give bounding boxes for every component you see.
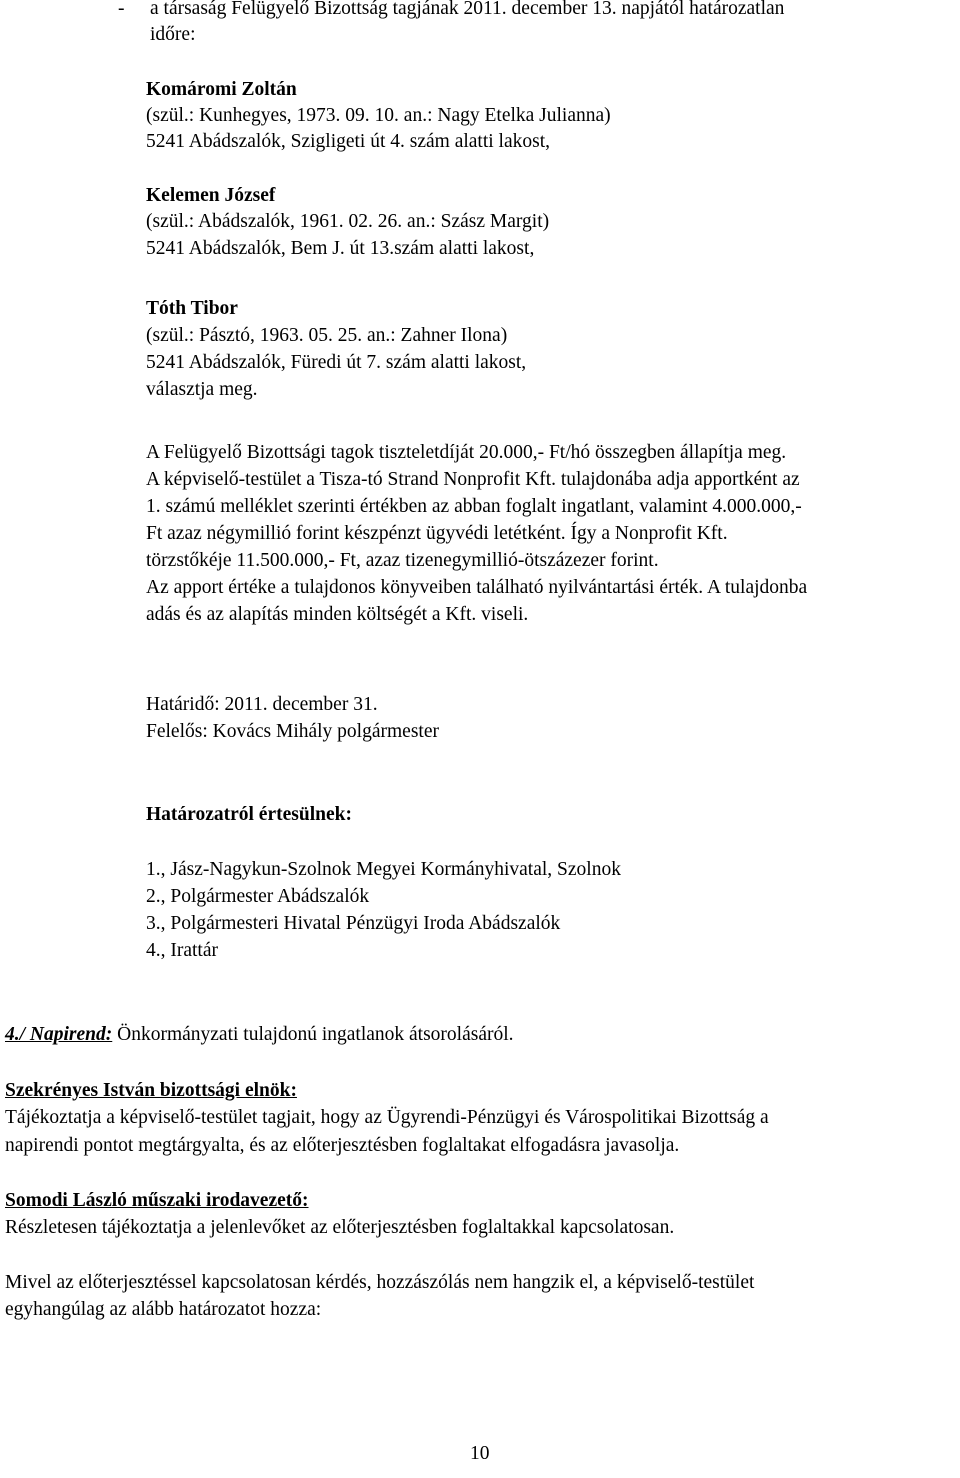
list-item: 2., Polgármester Abádszalók xyxy=(146,886,370,907)
closing-line-2: egyhangúlag az alább határozatot hozza: xyxy=(5,1299,322,1320)
fee-line-2: A képviselő-testület a Tisza-tó Strand Nonprofit Kft. tulajdonába adja apportként az xyxy=(146,469,800,490)
speaker-name: Szekrényes István bizottsági elnök: xyxy=(5,1080,297,1101)
member-name: Kelemen József xyxy=(146,185,276,206)
page-number: 10 xyxy=(470,1443,490,1464)
speaker-text-1: Tájékoztatja a képviselő-testület tagjait, hogy az Ügyrendi-Pénzügyi és Várospolitikai Bizottság a xyxy=(5,1107,769,1128)
notify-title: Határozatról értesülnek: xyxy=(146,804,352,825)
speaker-text-2: napirendi pontot megtárgyalta, és az előterjesztésben foglaltakat elfogadásra javasolja. xyxy=(5,1135,680,1156)
fee-line-1: A Felügyelő Bizottsági tagok tiszteletdíját 20.000,- Ft/hó összegben állapítja meg. xyxy=(146,442,787,463)
member-address: 5241 Abádszalók, Szigligeti út 4. szám alatti lakost, xyxy=(146,131,551,152)
list-dash: - xyxy=(118,0,125,19)
intro-line-2: időre: xyxy=(150,24,196,45)
fee-line-6: Az apport értéke a tulajdonos könyveiben található nyilvántartási érték. A tulajdonba xyxy=(146,577,808,598)
member-birth: (szül.: Pásztó, 1963. 05. 25. an.: Zahner Ilona) xyxy=(146,325,508,346)
member-name: Komáromi Zoltán xyxy=(146,79,297,100)
responsible: Felelős: Kovács Mihály polgármester xyxy=(146,721,439,742)
intro-line-1: a társaság Felügyelő Bizottság tagjának 2011. december 13. napjától határozatlan xyxy=(150,0,785,19)
closing-line-1: Mivel az előterjesztéssel kapcsolatosan kérdés, hozzászólás nem hangzik el, a képviselő-testület xyxy=(5,1272,755,1293)
elects-text: választja meg. xyxy=(146,379,258,400)
list-item: 4., Irattár xyxy=(146,940,219,961)
member-address: 5241 Abádszalók, Bem J. út 13.szám alatti lakost, xyxy=(146,238,535,259)
fee-line-5: törzstőkéje 11.500.000,- Ft, azaz tizenegymillió-ötszázezer forint. xyxy=(146,550,659,571)
fee-line-3: 1. számú melléklet szerinti értékben az abban foglalt ingatlant, valamint 4.000.000,- xyxy=(146,496,802,517)
fee-line-7: adás és az alapítás minden költségét a Kft. viseli. xyxy=(146,604,529,625)
speaker-text-1: Részletesen tájékoztatja a jelenlevőket az előterjesztésben foglaltakkal kapcsolatosan. xyxy=(5,1217,675,1238)
speaker-name: Somodi László műszaki irodavezető: xyxy=(5,1190,309,1211)
member-birth: (szül.: Abádszalók, 1961. 02. 26. an.: Szász Margit) xyxy=(146,211,550,232)
agenda-line xyxy=(5,1023,514,1047)
fee-line-4: Ft azaz négymillió forint készpénzt ügyvédi letétként. Így a Nonprofit Kft. xyxy=(146,523,728,544)
member-birth: (szül.: Kunhegyes, 1973. 09. 10. an.: Nagy Etelka Julianna) xyxy=(146,105,611,126)
agenda-text: Önkormányzati tulajdonú ingatlanok átsorolásáról. xyxy=(112,1024,514,1045)
agenda-label: 4./ Napirend: xyxy=(5,1024,113,1045)
member-name: Tóth Tibor xyxy=(146,298,238,319)
list-item: 1., Jász-Nagykun-Szolnok Megyei Kormányhivatal, Szolnok xyxy=(146,859,621,880)
list-item: 3., Polgármesteri Hivatal Pénzügyi Iroda Abádszalók xyxy=(146,913,561,934)
member-address: 5241 Abádszalók, Füredi út 7. szám alatti lakost, xyxy=(146,352,527,373)
deadline: Határidő: 2011. december 31. xyxy=(146,694,378,715)
